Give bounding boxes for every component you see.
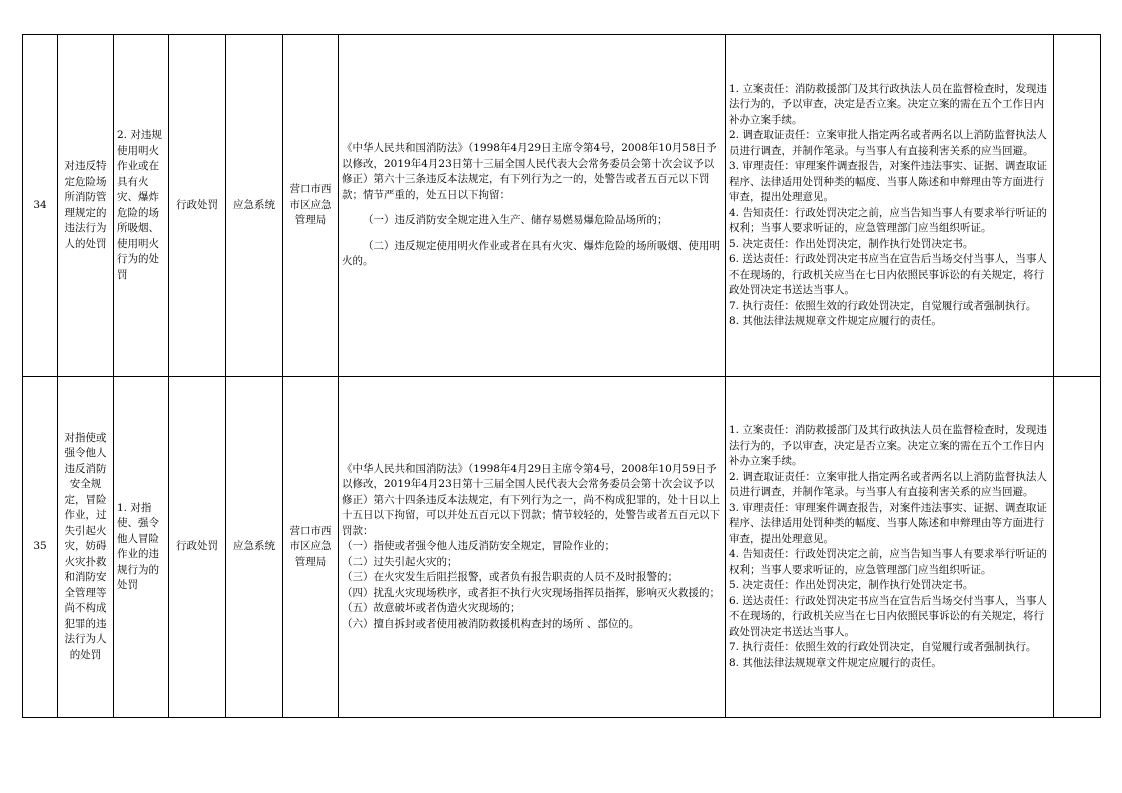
legal-basis-intro: 《中华人民共和国消防法》（1998年4月29日主席令第4号，2008年10月59日予以修改，2019年4月23日第十三届全国人民代表大会常务委员会第十次会议予以修正）第六十四条违反本法规定，有下列行为之一，尚不构成犯罪的，处十日以上十五日以下拘留，可以并处五百元以下罚款；情节较轻的，处警告或者五百元以下罚款： bbox=[342, 462, 720, 537]
row-number: 35 bbox=[23, 377, 58, 718]
remark-cell bbox=[1054, 377, 1101, 718]
regulation-table bbox=[22, 34, 1101, 718]
legal-basis-item: （一）违反消防安全规定进入生产、储存易燃易爆危险品场所的； bbox=[363, 214, 668, 227]
responsibilities bbox=[726, 35, 1054, 377]
row-number: 34 bbox=[23, 35, 58, 377]
responsibility-item: 8. 其他法律法规规章文件规定应履行的责任。 bbox=[729, 315, 942, 327]
responsibility-item: 6. 送达责任：行政处罚决定书应当在宣告后当场交付当事人，当事人不在现场的，行政机关应当在七日内依照民事诉讼的有关规定，将行政处罚决定书送达当事人。 bbox=[729, 594, 1047, 638]
system-name: 应急系统 bbox=[226, 377, 283, 718]
remark-cell bbox=[1054, 35, 1101, 377]
responsibility-item: 6. 送达责任：行政处罚决定书应当在宣告后当场交付当事人，当事人不在现场的，行政机关应当在七日内依照民事诉讼的有关规定，将行政处罚决定书送达当事人。 bbox=[729, 253, 1047, 296]
legal-basis-item: （一）指使或者强令他人违反消防安全规定，冒险作业的； bbox=[342, 540, 615, 553]
responsibility-item: 4. 告知责任：行政处罚决定之前，应当告知当事人有要求举行听证的权利；当事人要求听证的，应急管理部门应当组织听证。 bbox=[729, 548, 1047, 576]
responsibility-item: 8. 其他法律法规规章文件规定应履行的责任。 bbox=[729, 656, 942, 669]
sub-item: 2. 对违规使用明火作业或在具有火灾、爆炸危险的场所吸烟、使用明火行为的处罚 bbox=[114, 35, 169, 377]
implementing-organization: 营口市西市区应急管理局 bbox=[283, 377, 339, 718]
table-row bbox=[23, 35, 1101, 377]
legal-basis bbox=[339, 35, 726, 377]
power-type: 行政处罚 bbox=[169, 377, 226, 718]
sub-item: 1. 对指使、强令他人冒险作业的违规行为的处罚 bbox=[114, 377, 169, 718]
responsibility-item: 5. 决定责任：作出处罚决定，制作执行处罚决定书。 bbox=[729, 579, 974, 591]
legal-basis-item: （二）过失引起火灾的； bbox=[342, 555, 458, 568]
responsibility-item: 1. 立案责任：消防救援部门及其行政执法人员在监督检查时，发现违法行为的，予以审查，决定是否立案。决定立案的需在五个工作日内补办立案手续。 bbox=[729, 82, 1047, 126]
responsibility-item: 3. 审理责任：审理案件调查报告，对案件违法事实、证据、调查取证程序、法律适用处罚种类的幅度、当事人陈述和申辩理由等方面进行审查，提出处理意见。 bbox=[729, 160, 1047, 203]
responsibility-item: 7. 执行责任：依照生效的行政处罚决定，自觉履行或者强制执行。 bbox=[729, 299, 1037, 312]
legal-basis-item: （六）擅自拆封或者使用被消防救援机构查封的场所 、部位的。 bbox=[342, 617, 640, 630]
item-name: 对指使或强令他人违反消防安全规定，冒险作业，过失引起火灾，妨碍火灾扑救和消防安全管理等尚不构成犯罪的违法行为人的处罚 bbox=[58, 377, 114, 718]
responsibility-item: 5. 决定责任：作出处罚决定，制作执行处罚决定书。 bbox=[729, 237, 974, 250]
responsibility-item: 1. 立案责任：消防救援部门及其行政执法人员在监督检查时，发现违法行为的，予以审查，决定是否立案。决定立案的需在五个工作日内补办立案手续。 bbox=[729, 424, 1047, 467]
legal-basis bbox=[339, 377, 726, 718]
responsibility-item: 3. 审理责任：审理案件调查报告，对案件违法事实、证据、调查取证程序、法律适用处罚种类的幅度、当事人陈述和申辩理由等方面进行审查，提出处理意见。 bbox=[729, 501, 1047, 545]
legal-basis-item: （五）故意破坏或者伪造火灾现场的； bbox=[342, 602, 521, 615]
implementing-organization: 营口市西市区应急管理局 bbox=[283, 35, 339, 377]
power-type: 行政处罚 bbox=[169, 35, 226, 377]
legal-basis-item: （四）扰乱火灾现场秩序，或者拒不执行火灾现场指挥员指挥，影响灭火救援的； bbox=[342, 586, 720, 599]
table-row bbox=[23, 377, 1101, 718]
system-name: 应急系统 bbox=[226, 35, 283, 377]
responsibility-item: 4. 告知责任：行政处罚决定之前，应当告知当事人有要求举行听证的权利；当事人要求听证的，应急管理部门应当组织听证。 bbox=[729, 206, 1047, 234]
legal-basis-item: （三）在火灾发生后阻拦报警，或者负有报告职责的人员不及时报警的； bbox=[342, 571, 678, 584]
responsibility-item: 2. 调查取证责任：立案审批人指定两名或者两名以上消防监督执法人员进行调查，并制作笔录。与当事人有直接利害关系的应当回避。 bbox=[729, 129, 1047, 157]
responsibilities bbox=[726, 377, 1054, 718]
item-name: 对违反特定危险场所消防管理规定的违法行为人的处罚 bbox=[58, 35, 114, 377]
legal-basis-item: （二）违反规定使用明火作业或者在具有火灾、爆炸危险的场所吸烟、使用明火的。 bbox=[342, 239, 720, 268]
legal-basis-intro: 《中华人民共和国消防法》（1998年4月29日主席令第4号，2008年10月58日予以修改，2019年4月23日第十三届全国人民代表大会常务委员会第十次会议予以修正）第六十三条违反本法规定，有下列行为之一的，处警告或者五百元以下罚款；情节严重的，处五日以下拘留： bbox=[342, 142, 717, 201]
responsibility-item: 7. 执行责任：依照生效的行政处罚决定，自觉履行或者强制执行。 bbox=[729, 641, 1037, 653]
responsibility-item: 2. 调查取证责任：立案审批人指定两名或者两名以上消防监督执法人员进行调查，并制作笔录。与当事人有直接利害关系的应当回避。 bbox=[729, 470, 1047, 498]
